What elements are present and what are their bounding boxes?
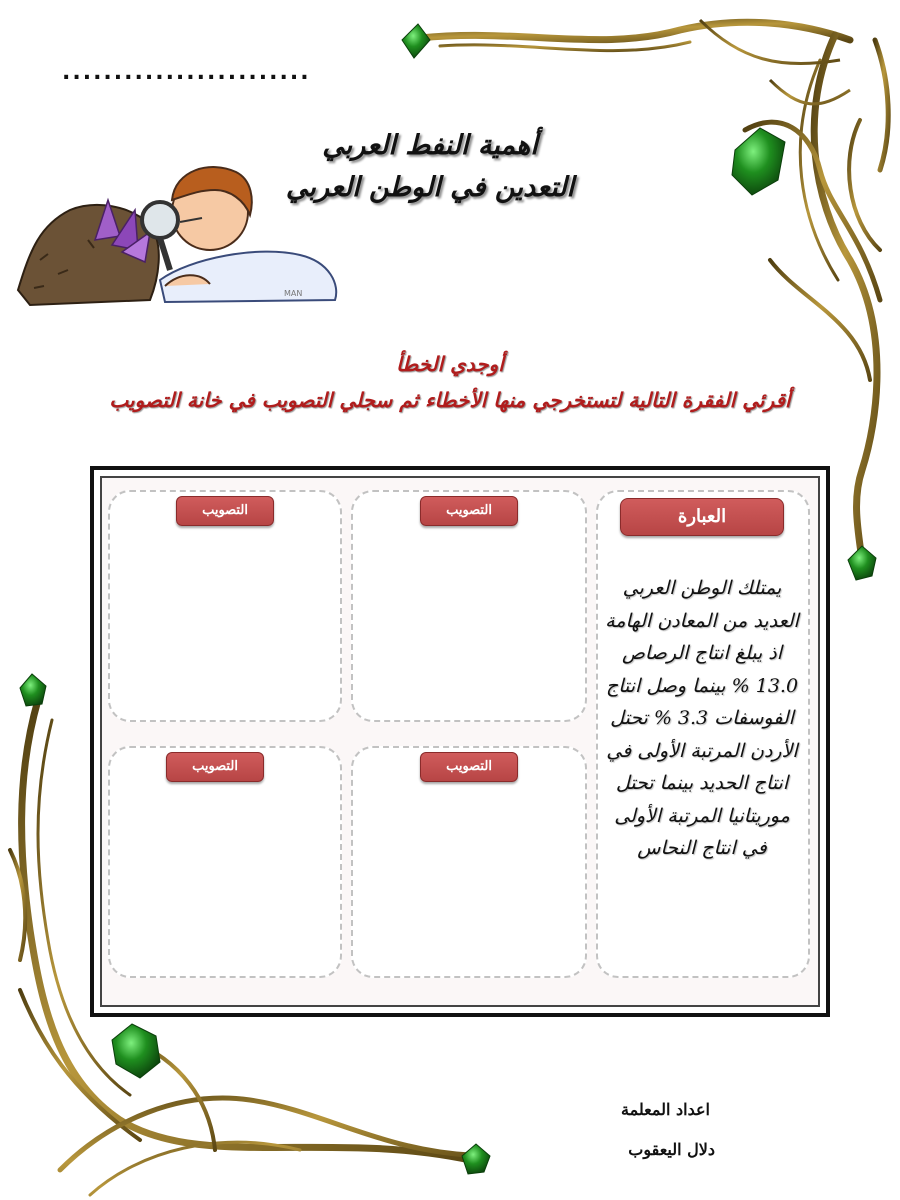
instruction-text: أقرئي الفقرة التالية لتستخرجي منها الأخطاء ثم سجلي التصويب في خانة التصويب xyxy=(109,388,791,412)
emerald-gem-icon xyxy=(732,128,785,195)
page-title: أهمية النفط العربي xyxy=(322,130,538,161)
correction-label: التصويب xyxy=(166,752,264,782)
correction-label: التصويب xyxy=(176,496,274,526)
prepared-by-label: اعداد المعلمة xyxy=(621,1100,710,1119)
instruction-heading: أوجدي الخطأ xyxy=(396,352,504,376)
correction-label: التصويب xyxy=(420,752,518,782)
statement-label: العبارة xyxy=(620,498,784,536)
teacher-name: دلال اليعقوب xyxy=(628,1140,715,1159)
name-dotted-line: ........................ xyxy=(62,60,311,85)
statement-text: يمتلك الوطن العربي العديد من المعادن الهامة اذ يبلغ انتاج الرصاص 13.0 % بينما وصل انتاج الفوسفات 3.3 % تحتل الأردن المرتبة الأولى في انتاج الحديد بينما تحتل موريتانيا المرتبة الأولى في انتاج النحاس xyxy=(605,577,799,859)
illustration-label: MAN xyxy=(284,289,303,298)
page-subtitle: التعدين في الوطن العربي xyxy=(285,172,575,203)
emerald-gem-icon xyxy=(112,1024,160,1078)
emerald-gem-icon xyxy=(462,1144,490,1174)
correction-label: التصويب xyxy=(420,496,518,526)
emerald-gem-icon xyxy=(20,674,46,706)
emerald-gem-icon xyxy=(848,546,876,580)
emerald-gem-icon xyxy=(402,24,430,58)
crystal-rock-icon xyxy=(18,200,159,305)
